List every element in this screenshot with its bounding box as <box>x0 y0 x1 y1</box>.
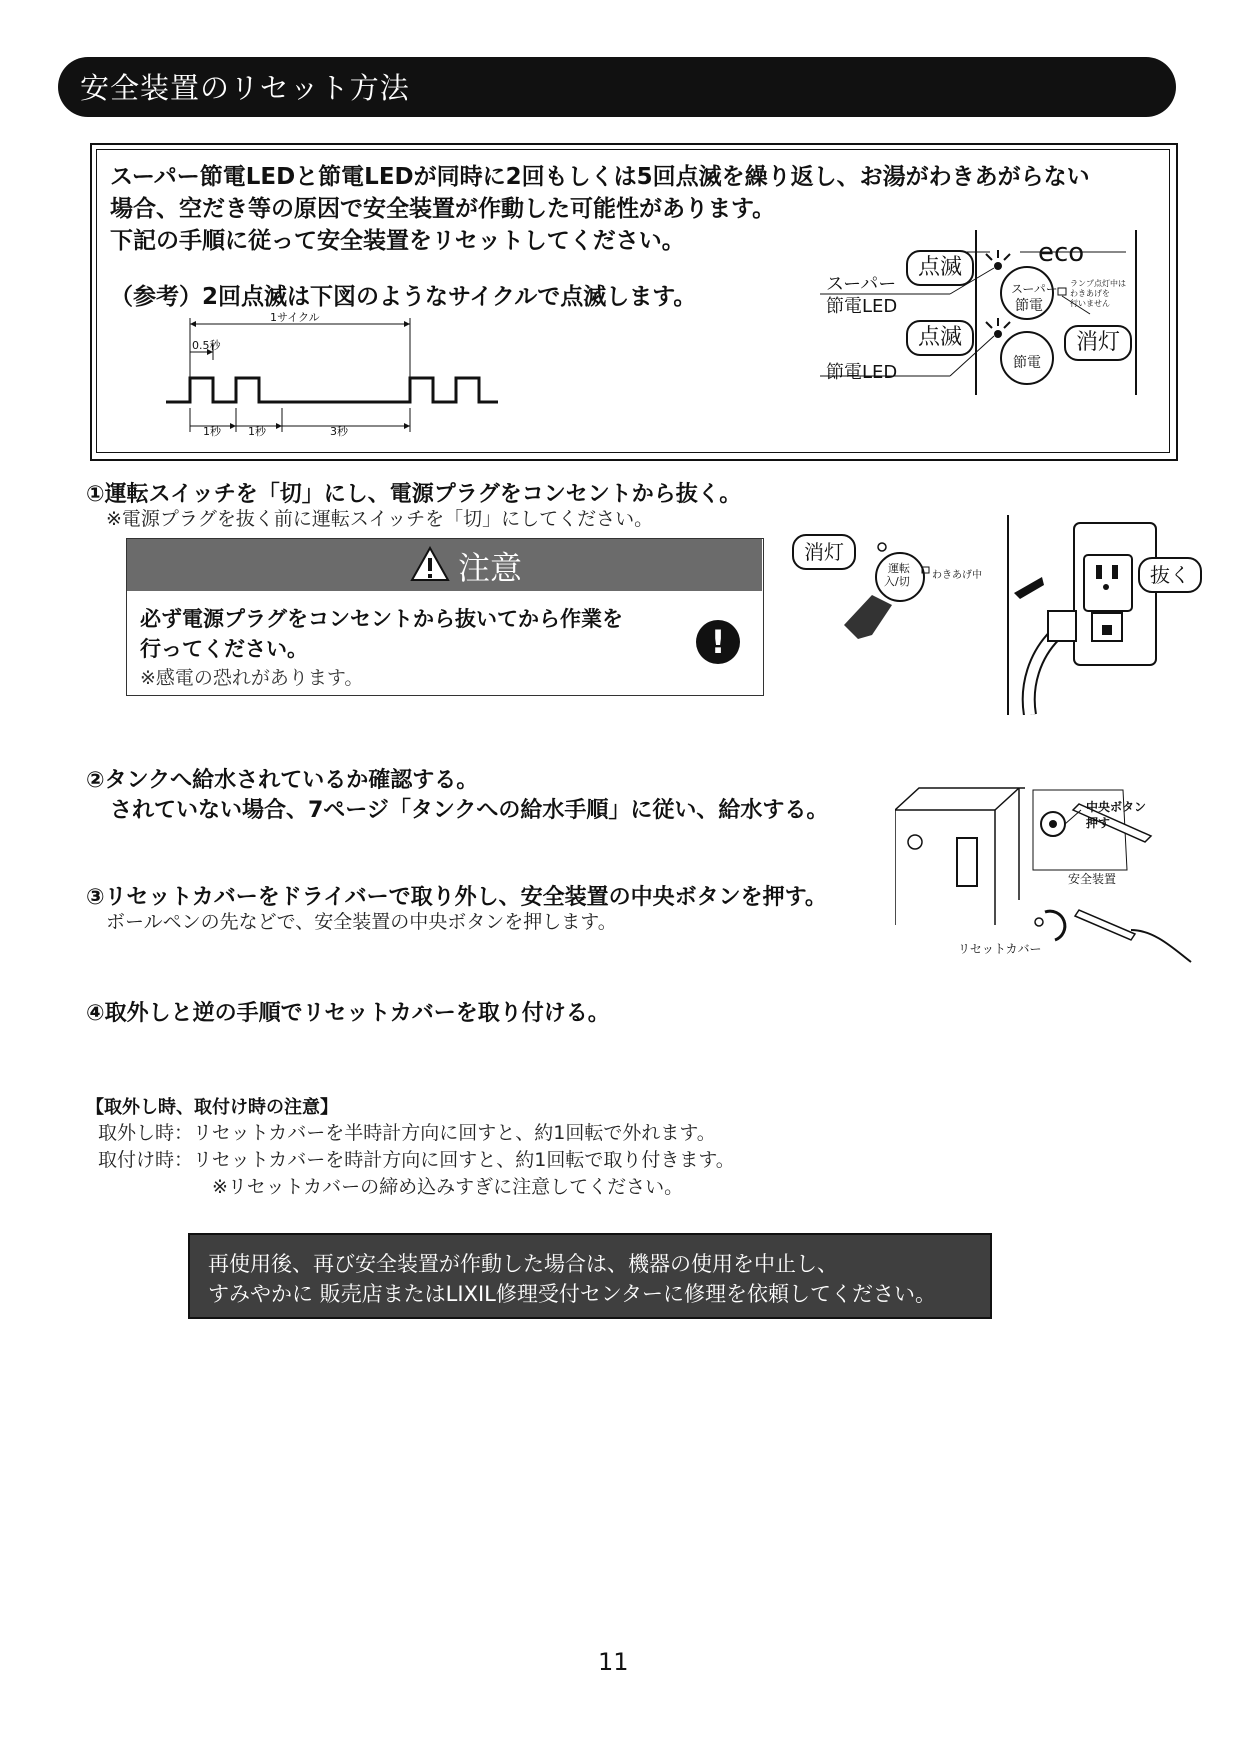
super-led-label-1: スーパー <box>826 274 897 295</box>
save-button-label: 節電 <box>1013 355 1041 371</box>
timing-1s-b: 1秒 <box>248 425 266 438</box>
notes-title: 【取外し時、取付け時の注意】 <box>86 1097 338 1118</box>
center-button-label: 中央ボタン <box>1086 800 1147 814</box>
eco-label: eco <box>1038 238 1085 268</box>
page-number: 11 <box>598 1648 629 1676</box>
notes-warning: ※リセットカバーの締め込みすぎに注意してください。 <box>212 1176 684 1198</box>
notice-line-1: 再使用後、再び安全装置が作動した場合は、機器の使用を中止し、 <box>208 1252 838 1276</box>
reset-cover-illustration <box>895 780 1195 980</box>
page-title: 安全装置のリセット方法 <box>80 71 410 105</box>
led-label: 節電LED <box>826 362 898 383</box>
info-line-3: 下記の手順に従って安全装置をリセットしてください。 <box>110 228 685 254</box>
super-button-label-1: スーパー <box>1011 282 1058 296</box>
reset-cover-label: リセットカバー <box>958 942 1042 956</box>
step-4-heading: ④取外しと逆の手順でリセットカバーを取り付ける。 <box>86 1001 610 1026</box>
pull-callout: 抜く <box>1138 557 1202 593</box>
super-led-label-2: 節電LED <box>826 296 898 317</box>
info-line-2: 場合、空だき等の原因で安全装置が作動した可能性があります。 <box>110 196 776 222</box>
off-callout: 消灯 <box>1064 325 1132 361</box>
reference-text: （参考）2回点滅は下図のようなサイクルで点滅します。 <box>110 284 697 310</box>
unplug-illustration <box>800 515 1180 715</box>
blink-callout-2: 点滅 <box>906 320 974 356</box>
lamp-note-2: わきあげを <box>1070 289 1110 298</box>
super-button-label-2: 節電 <box>1015 298 1043 314</box>
caution-sub: ※感電の恐れがあります。 <box>140 667 364 689</box>
caution-line-1: 必ず電源プラグをコンセントから抜いてから作業を <box>140 607 623 631</box>
info-line-1: スーパー節電LEDと節電LEDが同時に2回もしくは5回点滅を繰り返し、お湯がわきあがらない <box>110 164 1090 190</box>
notes-remove: 取外し時：リセットカバーを半時計方向に回すと、約1回転で外れます。 <box>98 1122 716 1144</box>
push-label: 押す <box>1086 816 1111 830</box>
step-3-heading: ③リセットカバーをドライバーで取り外し、安全装置の中央ボタンを押す。 <box>86 885 827 910</box>
step-1-note: ※電源プラグを抜く前に運転スイッチを「切」にしてください。 <box>106 508 654 530</box>
timing-3s: 3秒 <box>330 425 348 438</box>
notice-line-2: すみやかに 販売店またはLIXIL修理受付センターに修理を依頼してください。 <box>208 1282 937 1306</box>
safety-device-label: 安全装置 <box>1068 872 1117 886</box>
switch-label-2: 入/切 <box>884 575 910 588</box>
step-2-heading: ②タンクへ給水されているか確認する。 <box>86 768 479 793</box>
blink-callout-1: 点滅 <box>906 250 974 286</box>
lamp-note-3: 行いません <box>1070 299 1110 308</box>
warning-triangle-icon <box>410 546 450 582</box>
notes-attach: 取付け時：リセットカバーを時計方向に回すと、約1回転で取り付きます。 <box>98 1149 735 1171</box>
step-3-note: ボールペンの先などで、安全装置の中央ボタンを押します。 <box>106 911 617 933</box>
exclamation-icon: ! <box>696 620 740 664</box>
cycle-label: 1サイクル <box>270 311 320 324</box>
step-1-heading: ①運転スイッチを「切」にし、電源プラグをコンセントから抜く。 <box>86 482 742 507</box>
timing-1s-a: 1秒 <box>203 425 221 438</box>
lamp-note-1: ランプ点灯中は <box>1070 279 1126 288</box>
switch-label-1: 運転 <box>888 562 910 575</box>
heating-label: わきあげ中 <box>932 570 982 581</box>
half-second-label: 0.5秒 <box>192 339 221 352</box>
blink-timing-diagram <box>150 308 510 438</box>
caution-title: 注意 <box>458 549 523 587</box>
caution-line-2: 行ってください。 <box>140 637 308 661</box>
switch-off-callout: 消灯 <box>792 534 856 570</box>
step-2-heading-2: されていない場合、7ページ「タンクへの給水手順」に従い、給水する。 <box>110 798 829 823</box>
